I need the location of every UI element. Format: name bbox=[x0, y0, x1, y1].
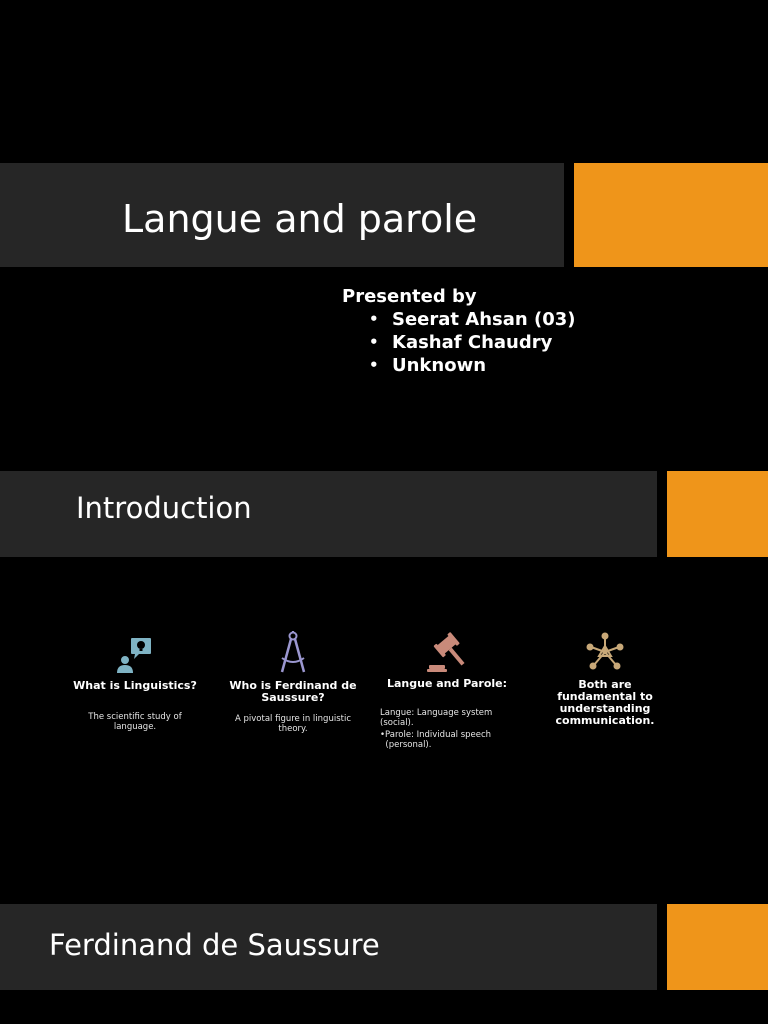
saussure-accent-block bbox=[667, 904, 768, 990]
intro-accent-block bbox=[667, 471, 768, 557]
card-heading: Who is Ferdinand de Saussure? bbox=[229, 679, 357, 704]
card-linguistics bbox=[62, 630, 208, 732]
presenter-list bbox=[342, 308, 575, 377]
card-heading: Langue and Parole: bbox=[386, 677, 508, 690]
card-heading: Both are fundamental to understanding communication. bbox=[555, 678, 655, 727]
card-saussure bbox=[220, 630, 366, 734]
title-accent-block bbox=[574, 163, 768, 267]
gavel-icon bbox=[425, 630, 469, 672]
network-icon bbox=[585, 630, 625, 672]
presenters-block bbox=[342, 285, 575, 377]
slide-title: Langue and parole bbox=[122, 197, 478, 241]
card-fundamental bbox=[532, 628, 678, 727]
card-description: Langue: Language system (social). •Parole: Individual speech (personal). bbox=[380, 708, 493, 750]
lightbulb-person-icon bbox=[115, 630, 155, 674]
presented-by-label: Presented by bbox=[342, 286, 477, 307]
intro-title: Introduction bbox=[76, 491, 252, 525]
presenter-item: • Unknown bbox=[369, 354, 575, 377]
card-description: The scientific study of language. bbox=[88, 712, 182, 732]
saussure-title: Ferdinand de Saussure bbox=[49, 928, 380, 962]
presenter-item: • Kashaf Chaudry bbox=[369, 331, 575, 354]
card-heading: What is Linguistics? bbox=[73, 679, 197, 692]
card-langue-parole bbox=[374, 628, 520, 750]
compass-icon bbox=[275, 630, 311, 674]
card-description: A pivotal figure in linguistic theory. bbox=[235, 714, 351, 734]
presenter-item: • Seerat Ahsan (03) bbox=[369, 308, 575, 331]
